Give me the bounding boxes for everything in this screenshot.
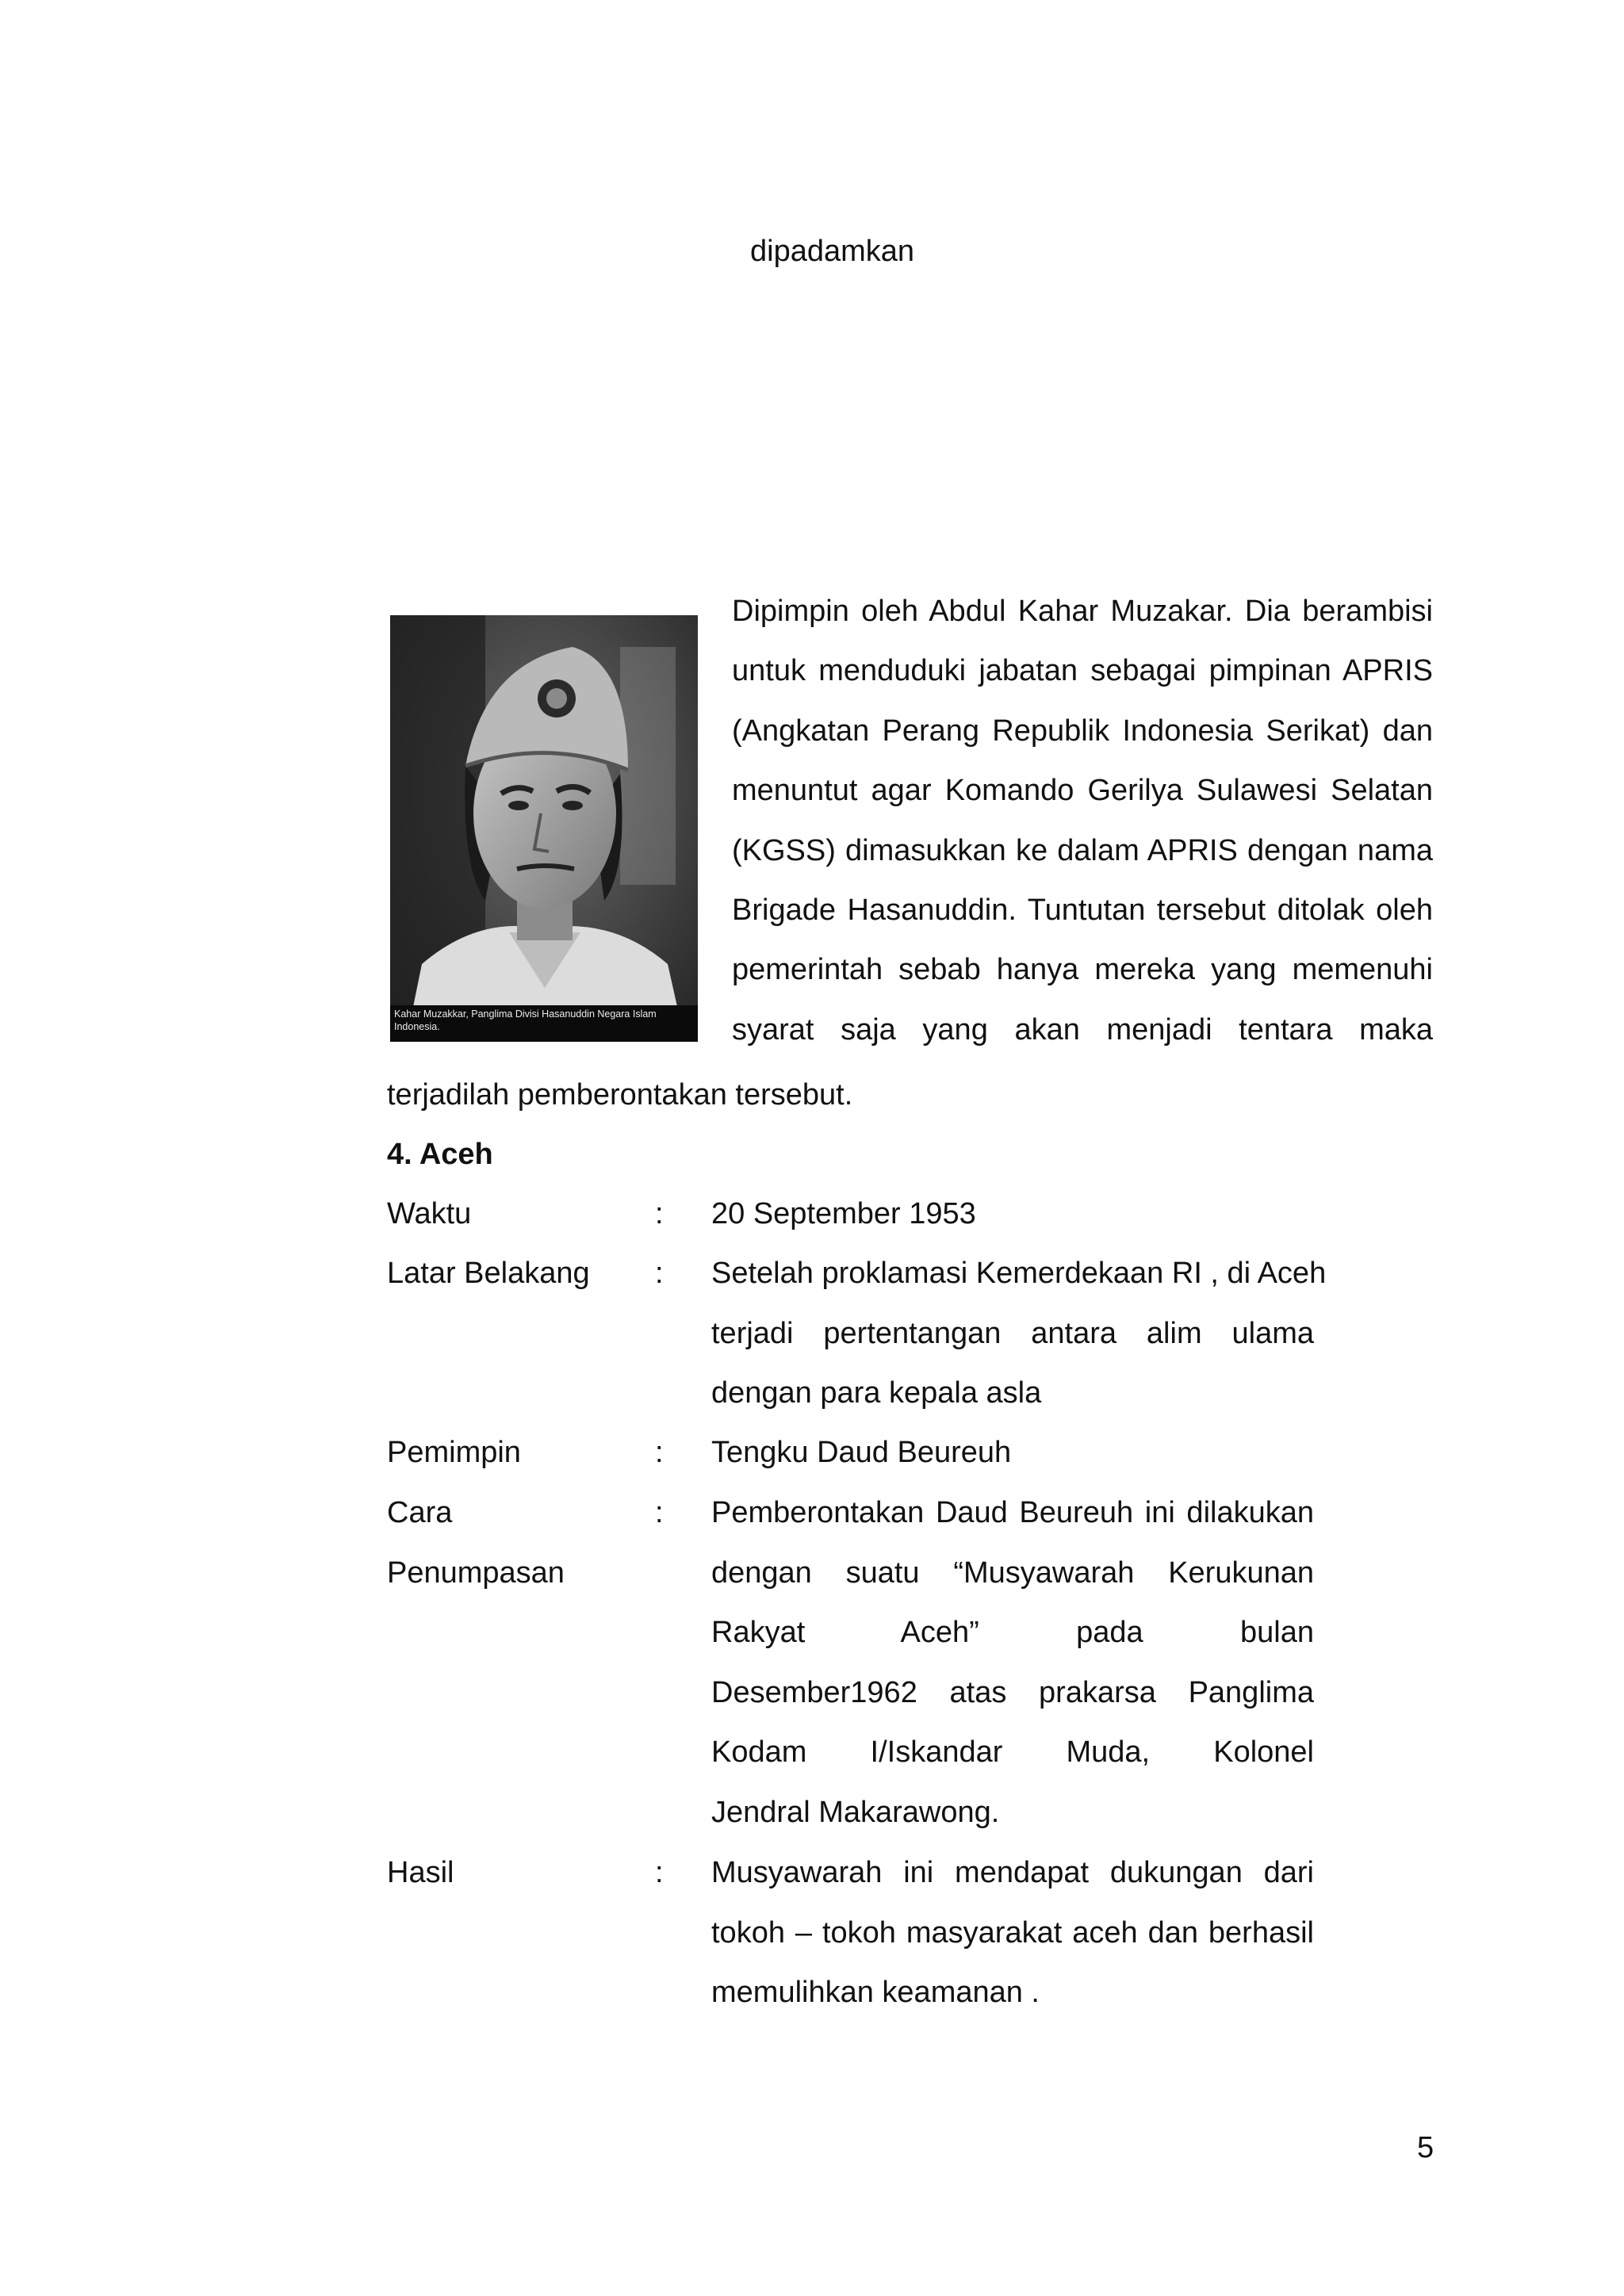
row-value-line: Musyawarah ini mendapat dukungan dari (711, 1856, 1314, 1889)
row-label: Pemimpin (387, 1436, 521, 1469)
row-value-line: dengan para kepala asla (711, 1376, 1042, 1410)
row-value-line: tokoh – tokoh masyarakat aceh dan berhasil (711, 1915, 1314, 1950)
top-fragment-text: dipadamkan (750, 235, 915, 268)
paragraph-line: pemerintah sebab hanya mereka yang memenuhi (732, 953, 1433, 987)
row-value-line: Rakyat Aceh” pada bulan (711, 1616, 1314, 1650)
row-label: Hasil (387, 1856, 454, 1889)
row-colon: : (655, 1856, 664, 1889)
paragraph-line: Brigade Hasanuddin. Tuntutan tersebut ditolak oleh (732, 894, 1433, 927)
row-value-line: Tengku Daud Beureuh (711, 1436, 1012, 1469)
row-label: Latar Belakang (387, 1257, 590, 1290)
row-label: Waktu (387, 1197, 472, 1230)
row-colon: : (655, 1496, 664, 1529)
row-value-line: memulihkan keamanan . (711, 1976, 1040, 2010)
row-value-line: Pemberontakan Daud Beureuh ini dilakukan (711, 1496, 1314, 1529)
row-colon: : (655, 1257, 664, 1290)
paragraph-line: menuntut agar Komando Gerilya Sulawesi Selatan (732, 774, 1433, 808)
row-label: Cara (387, 1496, 453, 1529)
paragraph-line: Dipimpin oleh Abdul Kahar Muzakar. Dia berambisi (732, 595, 1433, 628)
row-colon: : (655, 1197, 664, 1230)
row-value-line: terjadi pertentangan antara alim ulama (711, 1316, 1314, 1350)
row-value-line: Jendral Makarawong. (711, 1796, 1000, 1829)
row-value-line: Setelah proklamasi Kemerdekaan RI , di Aceh (711, 1257, 1327, 1290)
section-heading-aceh: 4. Aceh (387, 1138, 493, 1171)
paragraph-last-line: terjadilah pemberontakan tersebut. (387, 1078, 853, 1112)
row-value-line: Kodam I/Iskandar Muda, Kolonel (711, 1735, 1314, 1770)
row-colon: : (655, 1436, 664, 1469)
row-value-line: 20 September 1953 (711, 1197, 976, 1230)
photo-caption: Kahar Muzakkar, Panglima Divisi Hasanuddin Negara Islam Indonesia. (394, 1008, 657, 1032)
row-label-continued: Penumpasan (387, 1556, 565, 1590)
paragraph-line: untuk menduduki jabatan sebagai pimpinan APRIS (732, 654, 1433, 688)
paragraph-line: (KGSS) dimasukkan ke dalam APRIS dengan nama (732, 833, 1433, 867)
paragraph-line: (Angkatan Perang Republik Indonesia Serikat) dan (732, 714, 1433, 748)
paragraph-line: syarat saja yang akan menjadi tentara maka (732, 1012, 1433, 1047)
page-number: 5 (1417, 2131, 1434, 2164)
row-value-line: Desember1962 atas prakarsa Panglima (711, 1675, 1314, 1709)
row-value-line: dengan suatu “Musyawarah Kerukunan (711, 1556, 1314, 1590)
portrait-photo (390, 615, 698, 1042)
